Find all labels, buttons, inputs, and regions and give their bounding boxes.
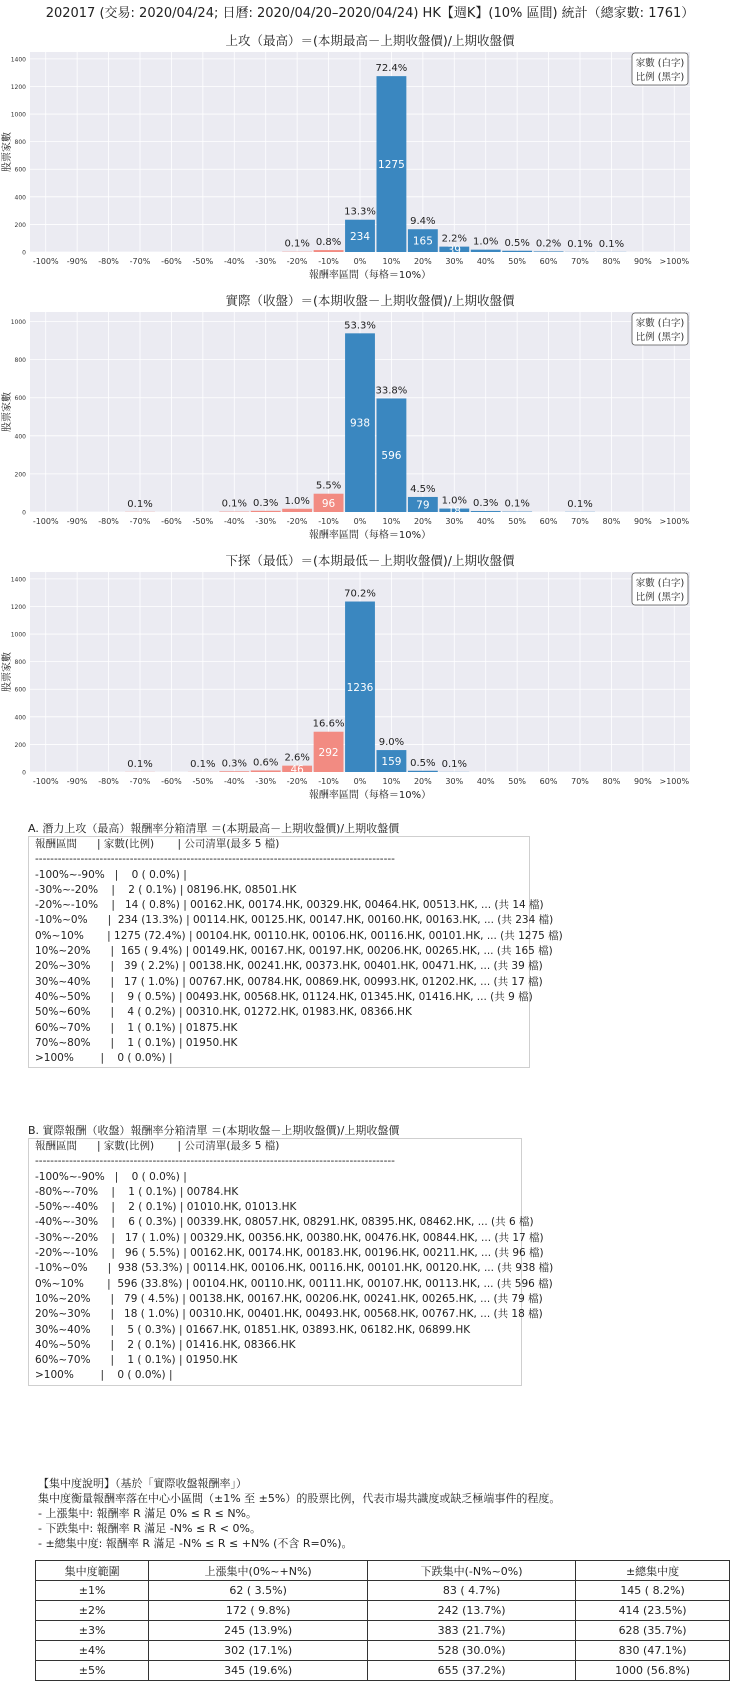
bar bbox=[314, 250, 344, 252]
y-tick-label: 200 bbox=[14, 221, 26, 229]
bar-pct-label: 72.4% bbox=[375, 63, 408, 75]
list-row: >100% | 0 ( 0.0%) | bbox=[35, 1052, 173, 1065]
x-tick-label: 0% bbox=[353, 777, 367, 786]
table-cell: 1000 (56.8%) bbox=[576, 1661, 730, 1681]
table-cell: ±2% bbox=[36, 1601, 149, 1621]
bar-pct-label: 33.8% bbox=[375, 385, 408, 397]
y-axis-label: 股票家數 bbox=[2, 652, 13, 692]
legend bbox=[632, 53, 688, 85]
list-row: -30%~-20% | 17 ( 1.0%) | 00329.HK, 00356.HK, 00380.HK, 00476.HK, 00844.HK, ... (共 17 檔) bbox=[35, 1231, 544, 1244]
list-row: 60%~70% | 1 ( 0.1%) | 01950.HK bbox=[35, 1354, 238, 1367]
x-tick-label: -60% bbox=[161, 517, 182, 526]
table-cell: 242 (13.7%) bbox=[368, 1601, 576, 1621]
x-tick-label: -70% bbox=[129, 517, 151, 526]
table-cell: 302 (17.1%) bbox=[149, 1641, 368, 1661]
list-row: 30%~40% | 5 ( 0.3%) | 01667.HK, 01851.HK, 03893.HK, 06182.HK, 06899.HK bbox=[35, 1323, 471, 1336]
list-row: 10%~20% | 79 ( 4.5%) | 00138.HK, 00167.HK, 00206.HK, 00241.HK, 00265.HK, ... (共 79 檔) bbox=[35, 1292, 543, 1305]
table-cell: ±1% bbox=[36, 1581, 149, 1601]
x-tick-label: -90% bbox=[66, 777, 88, 786]
table-cell: ±3% bbox=[36, 1621, 149, 1641]
bar-pct-label: 1.0% bbox=[441, 495, 467, 507]
x-tick-label: 20% bbox=[413, 777, 432, 786]
x-tick-label: -90% bbox=[66, 257, 88, 266]
page-title: 202017 (交易: 2020/04/24; 日曆: 2020/04/20–2020/04/24) HK【週K】(10% 區間) 統計（總家數: 1761） bbox=[45, 6, 695, 21]
table-cell: ±5% bbox=[36, 1661, 149, 1681]
x-tick-label: 50% bbox=[508, 777, 527, 786]
notes-line: - ±總集中度: 報酬率 R 滿足 -N% ≤ R ≤ +N% (不含 R=0%)。 bbox=[38, 1537, 353, 1550]
x-tick-label: -100% bbox=[32, 517, 59, 526]
bar-count-label: 292 bbox=[318, 746, 339, 759]
bar-count-label: 159 bbox=[381, 756, 402, 769]
bar-pct-label: 0.8% bbox=[315, 237, 342, 249]
x-tick-label: >100% bbox=[659, 517, 690, 526]
concentration-notes bbox=[38, 1476, 728, 1551]
bar-pct-label: 0.6% bbox=[253, 757, 279, 769]
bar-count-label: 234 bbox=[349, 230, 371, 243]
bar-pct-label: 0.2% bbox=[535, 238, 562, 250]
list-header: 報酬區間 | 家數(比例) | 公司清單(最多 5 檔) bbox=[35, 838, 280, 850]
x-axis-label: 報酬率區間（每格＝10%） bbox=[308, 790, 432, 801]
x-tick-label: -80% bbox=[98, 777, 119, 786]
x-tick-label: 20% bbox=[413, 257, 432, 266]
table-cell: 145 ( 8.2%) bbox=[576, 1581, 730, 1601]
chart-title: 實際（收盤）＝(本期收盤－上期收盤價)/上期收盤價 bbox=[225, 293, 515, 308]
list-row: 40%~50% | 2 ( 0.1%) | 01416.HK, 08366.HK bbox=[35, 1338, 296, 1351]
list-row: -20%~-10% | 14 ( 0.8%) | 00162.HK, 00174.HK, 00329.HK, 00464.HK, 00513.HK, ... (共 14 檔) bbox=[35, 899, 544, 912]
x-tick-label: 30% bbox=[445, 257, 464, 266]
table-row bbox=[36, 1661, 730, 1681]
bar-count-label: 18 bbox=[447, 505, 461, 518]
list-header: 報酬區間 | 家數(比例) | 公司清單(最多 5 檔) bbox=[35, 1140, 280, 1152]
table-row bbox=[36, 1601, 730, 1621]
x-tick-label: -30% bbox=[255, 517, 277, 526]
bar-pct-label: 0.1% bbox=[567, 238, 593, 250]
bar-pct-label: 0.1% bbox=[190, 758, 216, 770]
bar-pct-label: 0.1% bbox=[598, 238, 625, 250]
bar bbox=[219, 771, 249, 772]
legend bbox=[632, 573, 688, 605]
bar-count-label: 1275 bbox=[378, 159, 405, 172]
y-tick-label: 800 bbox=[14, 357, 26, 365]
bar-count-label: 938 bbox=[349, 417, 371, 430]
x-tick-label: -70% bbox=[129, 257, 151, 266]
x-tick-label: -40% bbox=[223, 257, 245, 266]
bar-count-label: 79 bbox=[416, 499, 430, 512]
bar-pct-label: 2.2% bbox=[441, 233, 467, 245]
y-tick-label: 1200 bbox=[10, 603, 26, 611]
x-tick-label: -10% bbox=[318, 517, 339, 526]
x-tick-label: 90% bbox=[633, 517, 652, 526]
x-tick-label: 40% bbox=[476, 777, 495, 786]
list-row: 20%~30% | 39 ( 2.2%) | 00138.HK, 00241.HK, 00373.HK, 00401.HK, 00471.HK, ... (共 39 檔) bbox=[35, 960, 543, 973]
list-row: 0%~10% | 596 (33.8%) | 00104.HK, 00110.HK, 00111.HK, 00107.HK, 00113.HK, ... (共 596 檔) bbox=[35, 1277, 553, 1290]
bar-count-label: 165 bbox=[412, 235, 433, 248]
bar bbox=[408, 771, 438, 772]
x-tick-label: -30% bbox=[255, 777, 277, 786]
notes-heading: 【集中度說明】（基於「實際收盤報酬率」） bbox=[38, 1477, 247, 1490]
x-tick-label: -10% bbox=[318, 777, 339, 786]
list-row: 30%~40% | 17 ( 1.0%) | 00767.HK, 00784.HK, 00869.HK, 00993.HK, 01202.HK, ... (共 17 檔) bbox=[35, 975, 543, 988]
histogram-close bbox=[0, 290, 740, 545]
bar-pct-label: 0.5% bbox=[504, 237, 530, 249]
x-tick-label: 40% bbox=[476, 517, 495, 526]
table-row bbox=[36, 1581, 730, 1601]
table-row bbox=[36, 1641, 730, 1661]
notes-line: - 下跌集中: 報酬率 R 滿足 -N% ≤ R < 0%。 bbox=[38, 1522, 261, 1535]
list-row: 60%~70% | 1 ( 0.1%) | 01875.HK bbox=[35, 1021, 238, 1034]
x-tick-label: -100% bbox=[32, 777, 59, 786]
bar-pct-label: 0.1% bbox=[127, 498, 153, 510]
y-tick-label: 0 bbox=[22, 769, 26, 777]
x-tick-label: >100% bbox=[659, 257, 690, 266]
x-tick-label: 60% bbox=[539, 777, 558, 786]
table-cell: 655 (37.2%) bbox=[368, 1661, 576, 1681]
bar bbox=[534, 251, 564, 252]
y-tick-label: 400 bbox=[14, 194, 26, 202]
bar-pct-label: 9.4% bbox=[410, 216, 436, 228]
legend-text: 比例 (黑字) bbox=[635, 72, 685, 83]
list-row: 10%~20% | 165 ( 9.4%) | 00149.HK, 00167.HK, 00197.HK, 00206.HK, 00265.HK, ... (共 165 檔) bbox=[35, 945, 553, 958]
y-tick-label: 0 bbox=[22, 509, 26, 517]
legend-text: 家數 (白字) bbox=[635, 318, 685, 329]
bar-count-label: 1236 bbox=[346, 681, 374, 694]
legend-text: 比例 (黑字) bbox=[635, 592, 685, 603]
x-tick-label: -80% bbox=[98, 257, 119, 266]
x-tick-label: 90% bbox=[633, 257, 652, 266]
bar-pct-label: 0.3% bbox=[221, 758, 247, 770]
y-tick-label: 600 bbox=[14, 395, 26, 403]
x-tick-label: 40% bbox=[476, 257, 495, 266]
bar-pct-label: 0.1% bbox=[284, 238, 310, 250]
list-row: -100%~-90% | 0 ( 0.0%) | bbox=[35, 868, 187, 881]
chart-title: 下探（最低）＝(本期最低－上期收盤價)/上期收盤價 bbox=[225, 553, 515, 568]
x-tick-label: 10% bbox=[382, 257, 401, 266]
bar-pct-label: 0.5% bbox=[410, 757, 436, 769]
bar-count-label: 39 bbox=[447, 244, 461, 257]
x-tick-label: 50% bbox=[508, 517, 527, 526]
legend-text: 比例 (黑字) bbox=[635, 332, 685, 343]
y-tick-label: 0 bbox=[22, 249, 26, 257]
x-axis-label: 報酬率區間（每格＝10%） bbox=[308, 270, 432, 281]
section-a-label: A. 潛力上攻（最高）報酬率分箱清單 ＝(本期最高－上期收盤價)/上期收盤價 bbox=[28, 822, 400, 835]
list-row: -10%~0% | 234 (13.3%) | 00114.HK, 00125.HK, 00147.HK, 00160.HK, 00163.HK, ... (共 234 檔) bbox=[35, 914, 554, 927]
y-tick-label: 800 bbox=[14, 659, 26, 667]
x-tick-label: -40% bbox=[223, 517, 245, 526]
chart-title: 上攻（最高）＝(本期最高－上期收盤價)/上期收盤價 bbox=[225, 33, 515, 48]
list-row: 50%~60% | 4 ( 0.2%) | 00310.HK, 01272.HK, 01983.HK, 08366.HK bbox=[35, 1006, 412, 1019]
x-tick-label: -50% bbox=[192, 517, 214, 526]
bar-pct-label: 5.5% bbox=[315, 480, 342, 492]
bar-pct-label: 1.0% bbox=[284, 495, 310, 507]
y-tick-label: 400 bbox=[14, 433, 26, 441]
table-header-cell: 集中度範圍 bbox=[36, 1561, 149, 1581]
x-tick-label: 70% bbox=[571, 257, 589, 266]
y-tick-label: 1200 bbox=[10, 83, 26, 91]
histogram-high bbox=[0, 30, 740, 285]
y-tick-label: 1000 bbox=[10, 319, 26, 327]
bar-count-label: 46 bbox=[290, 763, 304, 776]
y-tick-label: 1400 bbox=[10, 576, 26, 584]
bar bbox=[502, 251, 532, 252]
y-tick-label: 200 bbox=[14, 741, 26, 749]
list-row: ----------------------------------------------------------------------------------------------- bbox=[35, 1155, 395, 1168]
table-cell: ±4% bbox=[36, 1641, 149, 1661]
y-tick-label: 800 bbox=[14, 139, 26, 147]
table-header-row bbox=[36, 1561, 730, 1581]
list-row: -30%~-20% | 2 ( 0.1%) | 08196.HK, 08501.HK bbox=[35, 883, 297, 896]
bar bbox=[251, 770, 281, 772]
x-tick-label: -50% bbox=[192, 257, 214, 266]
x-tick-label: 50% bbox=[508, 257, 527, 266]
notes-line: - 上漲集中: 報酬率 R 滿足 0% ≤ R ≤ N%。 bbox=[38, 1507, 257, 1520]
x-tick-label: -60% bbox=[161, 777, 182, 786]
y-tick-label: 1400 bbox=[10, 56, 26, 64]
bar bbox=[471, 511, 501, 512]
list-row: -80%~-70% | 1 ( 0.1%) | 00784.HK bbox=[35, 1185, 239, 1198]
notes-line: 集中度衡量報酬率落在中心小區間（±1% 至 ±5%）的股票比例，代表市場共識度或缺乏極端事件的程度。 bbox=[38, 1492, 561, 1505]
concentration-table bbox=[35, 1560, 730, 1681]
bar-pct-label: 0.1% bbox=[127, 758, 153, 770]
legend-text: 家數 (白字) bbox=[635, 58, 685, 69]
x-tick-label: -100% bbox=[32, 257, 59, 266]
x-tick-label: -80% bbox=[98, 517, 119, 526]
bar-pct-label: 16.6% bbox=[312, 718, 345, 730]
bar bbox=[471, 250, 501, 252]
table-cell: 628 (35.7%) bbox=[576, 1621, 730, 1641]
x-tick-label: -20% bbox=[286, 517, 308, 526]
x-tick-label: 30% bbox=[445, 517, 464, 526]
table-header-cell: ±總集中度 bbox=[576, 1561, 730, 1581]
bar-pct-label: 13.3% bbox=[344, 206, 376, 218]
section-b-list bbox=[28, 1138, 554, 1386]
list-row: -20%~-10% | 96 ( 5.5%) | 00162.HK, 00174.HK, 00183.HK, 00196.HK, 00211.HK, ... (共 96 檔) bbox=[35, 1247, 544, 1260]
x-tick-label: 10% bbox=[382, 777, 401, 786]
list-row: -100%~-90% | 0 ( 0.0%) | bbox=[35, 1170, 187, 1183]
x-tick-label: 70% bbox=[571, 777, 589, 786]
x-tick-label: -30% bbox=[255, 257, 277, 266]
bar-count-label: 596 bbox=[381, 450, 402, 463]
bar-pct-label: 0.3% bbox=[473, 498, 499, 510]
bar-pct-label: 0.1% bbox=[567, 498, 593, 510]
table-cell: 62 ( 3.5%) bbox=[149, 1581, 368, 1601]
bar-pct-label: 0.1% bbox=[504, 498, 530, 510]
x-tick-label: 20% bbox=[413, 517, 432, 526]
x-tick-label: 90% bbox=[633, 777, 652, 786]
x-tick-label: -90% bbox=[66, 517, 88, 526]
bar-pct-label: 9.0% bbox=[378, 737, 405, 749]
bar bbox=[282, 509, 312, 512]
x-tick-label: 0% bbox=[353, 257, 367, 266]
bar-pct-label: 1.0% bbox=[473, 236, 499, 248]
section-b-label: B. 實際報酬（收盤）報酬率分箱清單 ＝(本期收盤－上期收盤價)/上期收盤價 bbox=[28, 1124, 400, 1137]
x-tick-label: 60% bbox=[539, 517, 558, 526]
y-tick-label: 200 bbox=[14, 471, 26, 479]
y-axis-label: 股票家數 bbox=[2, 392, 13, 432]
bar-pct-label: 0.1% bbox=[441, 758, 467, 770]
bar-pct-label: 70.2% bbox=[344, 588, 376, 600]
x-tick-label: -20% bbox=[286, 257, 308, 266]
legend bbox=[632, 313, 688, 345]
table-cell: 245 (13.9%) bbox=[149, 1621, 368, 1641]
table-header-cell: 上漲集中(0%~+N%) bbox=[149, 1561, 368, 1581]
bar-count-label: 96 bbox=[321, 497, 336, 510]
table-cell: 383 (21.7%) bbox=[368, 1621, 576, 1641]
list-row: -10%~0% | 938 (53.3%) | 00114.HK, 00106.HK, 00116.HK, 00101.HK, 00120.HK, ... (共 938 檔) bbox=[35, 1262, 554, 1275]
y-tick-label: 600 bbox=[14, 166, 26, 174]
list-row: 70%~80% | 1 ( 0.1%) | 01950.HK bbox=[35, 1036, 238, 1049]
bar-pct-label: 53.3% bbox=[344, 320, 376, 332]
table-cell: 345 (19.6%) bbox=[149, 1661, 368, 1681]
y-tick-label: 600 bbox=[14, 686, 26, 694]
section-a-list bbox=[28, 836, 563, 1068]
y-tick-label: 400 bbox=[14, 714, 26, 722]
x-tick-label: 60% bbox=[539, 257, 558, 266]
x-tick-label: >100% bbox=[659, 777, 690, 786]
x-tick-label: 30% bbox=[445, 777, 464, 786]
x-tick-label: 0% bbox=[353, 517, 367, 526]
histogram-low bbox=[0, 550, 740, 805]
table-cell: 528 (30.0%) bbox=[368, 1641, 576, 1661]
list-row: 0%~10% | 1275 (72.4%) | 00104.HK, 00110.HK, 00106.HK, 00116.HK, 00101.HK, ... (共 1275 檔) bbox=[35, 929, 563, 942]
x-tick-label: 10% bbox=[382, 517, 401, 526]
x-tick-label: 80% bbox=[602, 257, 621, 266]
x-tick-label: 80% bbox=[602, 777, 621, 786]
list-row: ----------------------------------------------------------------------------------------------- bbox=[35, 853, 395, 866]
x-tick-label: -10% bbox=[318, 257, 339, 266]
list-row: -50%~-40% | 2 ( 0.1%) | 01010.HK, 01013.HK bbox=[35, 1201, 297, 1214]
x-tick-label: 70% bbox=[571, 517, 589, 526]
legend-text: 家數 (白字) bbox=[635, 578, 685, 589]
list-row: -40%~-30% | 6 ( 0.3%) | 00339.HK, 08057.HK, 08291.HK, 08395.HK, 08462.HK, ... (共 6 檔) bbox=[35, 1216, 534, 1229]
bar bbox=[251, 511, 281, 512]
x-tick-label: -40% bbox=[223, 777, 245, 786]
list-row: 20%~30% | 18 ( 1.0%) | 00310.HK, 00401.HK, 00493.HK, 00568.HK, 00767.HK, ... (共 18 檔) bbox=[35, 1308, 543, 1321]
bar-pct-label: 0.1% bbox=[221, 498, 247, 510]
x-tick-label: -50% bbox=[192, 777, 214, 786]
x-tick-label: -70% bbox=[129, 777, 151, 786]
table-row bbox=[36, 1621, 730, 1641]
bar-pct-label: 2.6% bbox=[284, 752, 310, 764]
list-row: 40%~50% | 9 ( 0.5%) | 00493.HK, 00568.HK, 01124.HK, 01345.HK, 01416.HK, ... (共 9 檔) bbox=[35, 990, 533, 1003]
x-tick-label: 80% bbox=[602, 517, 621, 526]
table-cell: 830 (47.1%) bbox=[576, 1641, 730, 1661]
table-header-cell: 下跌集中(-N%~0%) bbox=[368, 1561, 576, 1581]
y-tick-label: 1000 bbox=[10, 631, 26, 639]
bar-pct-label: 0.3% bbox=[253, 497, 279, 509]
bar-pct-label: 4.5% bbox=[410, 483, 436, 495]
list-row: >100% | 0 ( 0.0%) | bbox=[35, 1369, 173, 1382]
table-cell: 414 (23.5%) bbox=[576, 1601, 730, 1621]
x-tick-label: -60% bbox=[161, 257, 182, 266]
x-tick-label: -20% bbox=[286, 777, 308, 786]
table-cell: 172 ( 9.8%) bbox=[149, 1601, 368, 1621]
table-cell: 83 ( 4.7%) bbox=[368, 1581, 576, 1601]
y-tick-label: 1000 bbox=[10, 111, 26, 119]
y-axis-label: 股票家數 bbox=[2, 132, 13, 172]
x-axis-label: 報酬率區間（每格＝10%） bbox=[308, 530, 432, 541]
